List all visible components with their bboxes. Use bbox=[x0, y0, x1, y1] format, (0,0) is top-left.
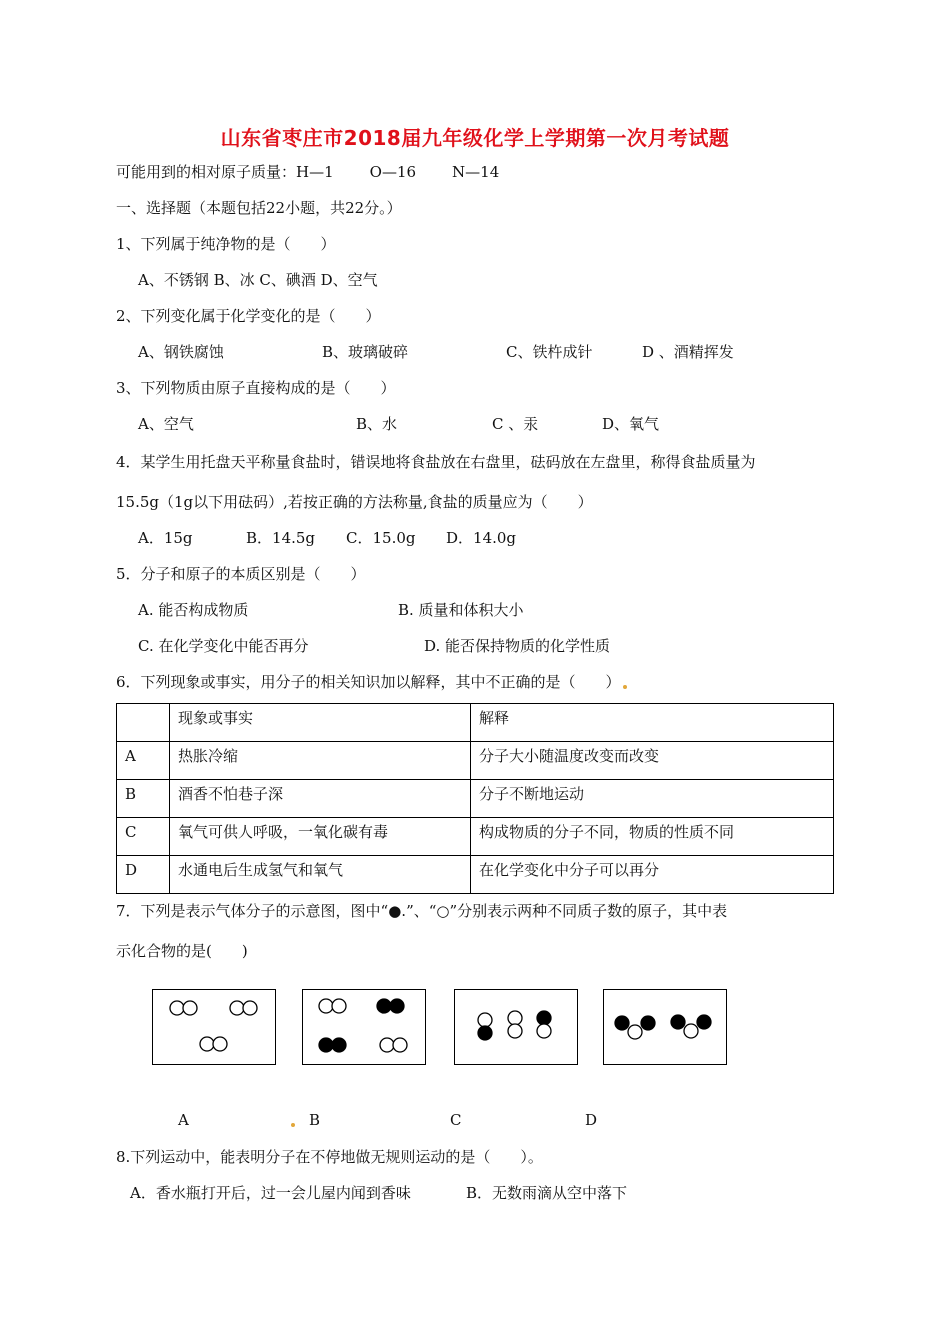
question-3-option-d: D、氧气 bbox=[602, 415, 660, 433]
white-atom-icon bbox=[319, 999, 333, 1013]
black-atom-icon bbox=[615, 1016, 629, 1030]
table-cell: 分子大小随温度改变而改变 bbox=[471, 742, 834, 780]
atomic-mass-h: H—1 bbox=[296, 163, 334, 181]
molecule-diagram-a bbox=[152, 989, 276, 1065]
question-3-stem: 3、下列物质由原子直接构成的是（ ） bbox=[116, 379, 396, 397]
molecule-diagram-a-svg bbox=[153, 990, 275, 1064]
white-atom-icon bbox=[508, 1011, 522, 1025]
table-cell: 热胀冷缩 bbox=[170, 742, 471, 780]
question-5-option-c: C. 在化学变化中能否再分 bbox=[138, 637, 309, 655]
white-atom-icon bbox=[200, 1037, 214, 1051]
table-cell: B bbox=[117, 780, 170, 818]
table-cell: 在化学变化中分子可以再分 bbox=[471, 856, 834, 894]
molecule-diagram-d-svg bbox=[604, 990, 726, 1064]
molecule-diagram-c bbox=[454, 989, 578, 1065]
question-1-options: A、不锈钢 B、冰 C、碘酒 D、空气 bbox=[138, 271, 378, 289]
molecule-diagram-c-svg bbox=[455, 990, 577, 1064]
table-cell: 氧气可供人呼吸，一氧化碳有毒 bbox=[170, 818, 471, 856]
molecule-diagram-d bbox=[603, 989, 727, 1065]
black-atom-icon bbox=[537, 1011, 551, 1025]
atomic-mass-n: N—14 bbox=[452, 163, 500, 181]
molecule-diagram-b bbox=[302, 989, 426, 1065]
black-atom-icon bbox=[478, 1026, 492, 1040]
table-row bbox=[117, 818, 834, 856]
white-atom-icon bbox=[508, 1024, 522, 1038]
white-atom-icon bbox=[380, 1038, 394, 1052]
white-atom-icon bbox=[243, 1001, 257, 1015]
diagram-label-c: C bbox=[450, 1111, 462, 1129]
table-cell: 构成物质的分子不同，物质的性质不同 bbox=[471, 818, 834, 856]
black-atom-icon bbox=[377, 999, 391, 1013]
table-cell: 酒香不怕巷子深 bbox=[170, 780, 471, 818]
question-8-stem: 8.下列运动中，能表明分子在不停地做无规则运动的是（ ）。 bbox=[116, 1148, 543, 1166]
question-4-option-c: C．15.0g bbox=[346, 529, 416, 547]
question-2-option-c: C、铁杵成针 bbox=[506, 343, 593, 361]
table-header-cell: 解释 bbox=[471, 704, 834, 742]
question-2-option-b: B、玻璃破碎 bbox=[322, 343, 409, 361]
white-atom-icon bbox=[684, 1024, 698, 1038]
black-atom-icon bbox=[319, 1038, 333, 1052]
table-cell: A bbox=[117, 742, 170, 780]
table-cell: 水通电后生成氢气和氧气 bbox=[170, 856, 471, 894]
table-header-row bbox=[117, 704, 834, 742]
orange-dot-mark bbox=[623, 685, 627, 689]
table-cell: C bbox=[117, 818, 170, 856]
question-5-option-d: D. 能否保持物质的化学性质 bbox=[424, 637, 611, 655]
black-atom-icon bbox=[641, 1016, 655, 1030]
question-8-option-b: B．无数雨滴从空中落下 bbox=[466, 1184, 628, 1202]
diagram-label-a: A bbox=[178, 1111, 189, 1129]
question-4-stem-line1: 4．某学生用托盘天平称量食盐时，错误地将食盐放在右盘里，砝码放在左盘里，称得食盐质量为 bbox=[116, 453, 756, 471]
question-4-option-d: D．14.0g bbox=[446, 529, 517, 547]
white-atom-icon bbox=[537, 1024, 551, 1038]
question-7-stem-line1: 7．下列是表示气体分子的示意图，图中“●.”、“○”分别表示两种不同质子数的原子，其中表 bbox=[116, 902, 728, 920]
question-4-option-b: B．14.5g bbox=[246, 529, 316, 547]
atomic-mass-o: O—16 bbox=[369, 163, 417, 181]
molecule-diagram-b-svg bbox=[303, 990, 425, 1064]
black-atom-icon bbox=[390, 999, 404, 1013]
section-heading: 一、选择题（本题包括22小题，共22分。） bbox=[116, 199, 402, 217]
white-atom-icon bbox=[478, 1013, 492, 1027]
question-6-stem-text: 6．下列现象或事实，用分子的相关知识加以解释，其中不正确的是（ ） bbox=[116, 673, 621, 691]
white-atom-icon bbox=[183, 1001, 197, 1015]
question-2-option-a: A、钢铁腐蚀 bbox=[138, 343, 224, 361]
white-atom-icon bbox=[213, 1037, 227, 1051]
question-3-option-c: C 、汞 bbox=[492, 415, 539, 433]
diagram-label-b: B bbox=[309, 1111, 321, 1129]
question-1-stem: 1、下列属于纯净物的是（ ） bbox=[116, 235, 336, 253]
atomic-masses-label: 可能用到的相对原子质量： bbox=[116, 163, 297, 181]
question-5-option-b: B. 质量和体积大小 bbox=[398, 601, 524, 619]
question-6-table bbox=[116, 703, 834, 894]
black-atom-icon bbox=[697, 1015, 711, 1029]
question-2-stem: 2、下列变化属于化学变化的是（ ） bbox=[116, 307, 381, 325]
black-atom-icon bbox=[332, 1038, 346, 1052]
question-5-option-a: A. 能否构成物质 bbox=[138, 601, 249, 619]
question-3-option-a: A、空气 bbox=[138, 415, 194, 433]
white-atom-icon bbox=[332, 999, 346, 1013]
table-row bbox=[117, 856, 834, 894]
table-row bbox=[117, 780, 834, 818]
diagram-label-d: D bbox=[585, 1111, 598, 1129]
white-atom-icon bbox=[230, 1001, 244, 1015]
table-row bbox=[117, 742, 834, 780]
diagram-label-b-wrap bbox=[289, 1111, 320, 1129]
question-5-stem: 5．分子和原子的本质区别是（ ） bbox=[116, 565, 366, 583]
table-header-cell bbox=[117, 704, 170, 742]
question-4-option-a: A．15g bbox=[138, 529, 193, 547]
question-6-stem bbox=[116, 672, 627, 692]
table-header-cell: 现象或事实 bbox=[170, 704, 471, 742]
question-3-option-b: B、水 bbox=[356, 415, 398, 433]
orange-dot-mark bbox=[291, 1123, 295, 1127]
exam-title: 山东省枣庄市2018届九年级化学上学期第一次月考试题 bbox=[220, 126, 730, 150]
atomic-masses-line bbox=[116, 162, 499, 182]
white-atom-icon bbox=[628, 1025, 642, 1039]
question-2-option-d: D 、酒精挥发 bbox=[642, 343, 734, 361]
question-4-stem-line2: 15.5g（1g以下用砝码）,若按正确的方法称量,食盐的质量应为（ ） bbox=[116, 493, 593, 511]
white-atom-icon bbox=[393, 1038, 407, 1052]
white-atom-icon bbox=[170, 1001, 184, 1015]
question-8-option-a: A．香水瓶打开后，过一会儿屋内闻到香味 bbox=[130, 1184, 411, 1202]
table-cell: 分子不断地运动 bbox=[471, 780, 834, 818]
question-7-stem-line2: 示化合物的是( ) bbox=[116, 942, 248, 960]
black-atom-icon bbox=[671, 1015, 685, 1029]
table-cell: D bbox=[117, 856, 170, 894]
